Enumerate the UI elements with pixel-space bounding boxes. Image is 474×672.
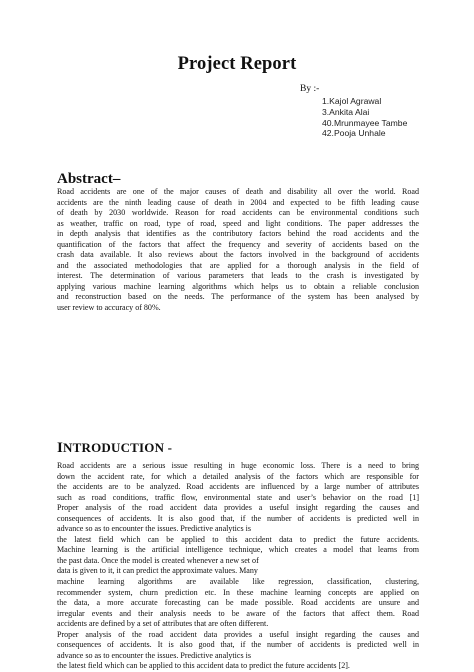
introduction-line: the past data. Once the model is created whenever a new set of [57,555,259,565]
introduction-line: consequences of accidents. It is also good that, if the number of accidents is predicted well in [57,640,419,650]
abstract-line: in depth analysis that identifies as the contributory factors behind the road accidents and the [57,229,419,239]
introduction-line: down the accident rate, for which a detailed analysis of the factors which are responsible for [57,471,419,481]
abstract-heading: Abstract– [57,171,121,187]
abstract-line: user review to accuracy of 80%. [57,303,161,313]
introduction-paragraph [57,461,419,672]
introduction-line: the latest field which can be applied to this accident data to predict the future accidents. [57,534,419,544]
abstract-line: Road accidents are one of the major causes of death and disability all over the world. Road [57,187,419,196]
introduction-line: Machine learning is the artificial intelligence technique, which creates a model that learns from [57,545,419,555]
introduction-line: Road accidents are a serious issue resulting in huge economic loss. There is a need to bring [57,461,419,470]
introduction-line: Proper analysis of the road accident data provides a useful insight regarding the causes and [57,629,419,639]
author-list [322,96,407,139]
introduction-line: irregular events and their analysis needs to be aware of the factors that affect them. Road [57,608,419,618]
introduction-line: the data, a more accurate forecasting can be made possible. Road accidents are unsure and [57,598,419,608]
page-title: Project Report [177,54,297,74]
introduction-line: advance so as to encounter the issues. Predictive analytics is [57,524,251,534]
introduction-line: accidents are defined by a set of attributes that are often different. [57,619,269,629]
abstract-line: of death by 2030 worldwide. Reason for road accidents can be environmental conditions such [57,208,419,218]
author-item: 3.Ankita Alai [322,106,370,117]
abstract-line: and reconstruction based on the needs. The performance of the system has been analysed by [57,292,419,302]
author-item: 42.Pooja Unhale [322,128,386,139]
introduction-line: data is given to it, it can predict the approximate values. Many [57,566,258,576]
introduction-line: recommender system, churn prediction etc. In these machine learning concepts are applied on [57,587,419,597]
abstract-line: accidents are the ninth leading cause of death in 2004 and expected to be fifth leading cause [57,197,419,207]
abstract-line: crash data available. It also reviews about the factors involved in the background of accidents [57,250,419,260]
introduction-line: machine learning algorithms are available like regression, classification, clustering, [57,577,419,587]
abstract-line: and the associated methodologies that are applied for a thorough analysis in the field of [57,260,419,270]
by-label: By :- [300,84,320,94]
abstract-line: interest. The determination of various parameters that leads to the crash is investigated by [57,271,419,281]
introduction-heading [57,440,172,457]
introduction-line: such as road conditions, traffic flow, environmental state and user’s behavior on the road [1] [57,492,419,502]
introduction-heading-initial: I [57,440,64,456]
abstract-line: applying various machine learning algorithms which helps us to obtain a reliable conclusion [57,281,419,291]
author-item: 1.Kajol Agrawal [322,96,382,106]
introduction-line: the accidents are to be analyzed. Road accidents are influenced by a large number of attributes [57,482,419,492]
introduction-line: Proper analysis of the road accident data provides a useful insight regarding the causes and [57,503,419,513]
introduction-line: consequences of accidents. It is also good that, if the number of accidents is predicted well in [57,513,419,523]
introduction-line: the latest field which can be applied to this accident data to predict the future accidents [2]. [57,661,350,671]
abstract-paragraph [57,187,419,314]
introduction-heading-rest: NTRODUCTION - [63,440,173,455]
abstract-line: as weather, traffic on road, type of road, speed and light conditions. The paper addresses the [57,218,419,228]
author-item: 40.Mrunmayee Tambe [322,117,408,128]
abstract-line: quantification of the factors that affect the frequency and severity of accidents based on the [57,239,419,249]
introduction-line: advance so as to encounter the issues. Predictive analytics is [57,650,251,660]
